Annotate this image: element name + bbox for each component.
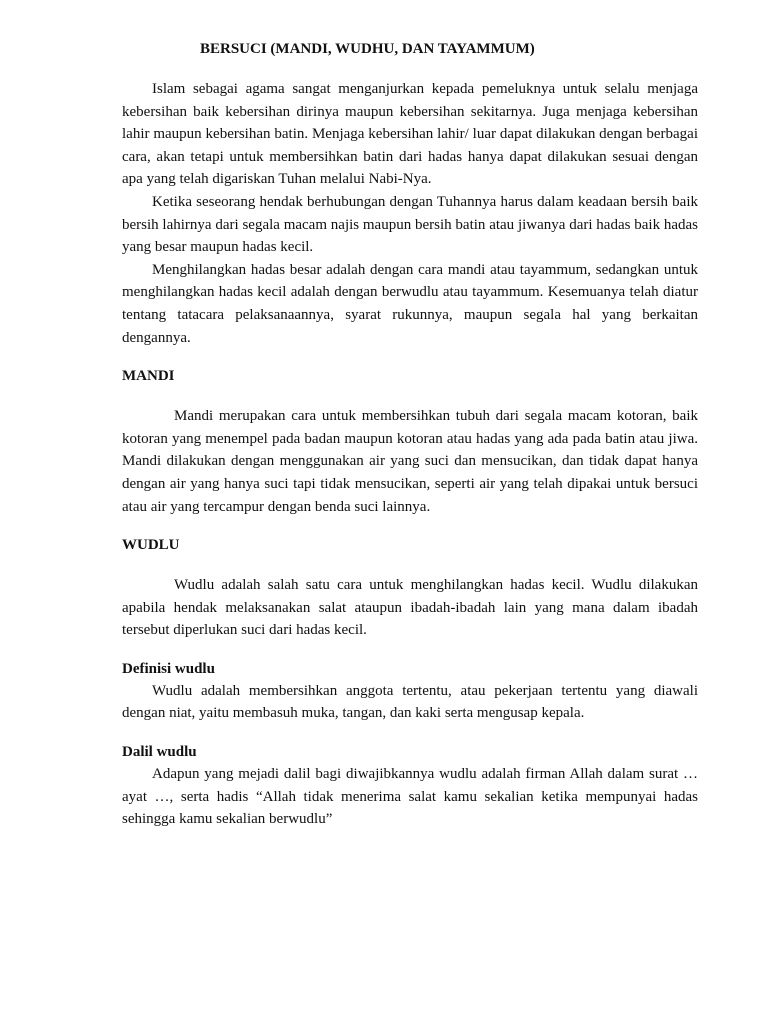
intro-paragraph-2: Ketika seseorang hendak berhubungan dengan Tuhannya harus dalam keadaan bersih baik bersih lahirnya dari segala macam najis maupun bersih batin atau jiwanya dari hadas baik hadas yang besar maupun hadas kecil. [122, 193, 698, 256]
wudlu-paragraph: Wudlu adalah salah satu cara untuk menghilangkan hadas kecil. Wudlu dilakukan apabila hendak melaksanakan salat ataupun ibadah-ibadah lain yang mana dalam ibadah tersebut diperlukan suci dari hadas kecil. [122, 577, 698, 639]
mandi-paragraph: Mandi merupakan cara untuk membersihkan tubuh dari segala macam kotoran, baik kotoran yang menempel pada badan maupun kotoran atau hadas yang ada pada batin atau jiwa. Mandi dilakukan dengan menggunakan air yang suci dan mensucikan, dan tidak dapat hanya dengan air yang hanya suci tapi tidak mensucikan, seperti air yang telah dipakai untuk bersuci atau air yang tercampur dengan benda suci lainnya. [122, 408, 698, 515]
spacer [122, 387, 698, 405]
document-page [122, 38, 698, 831]
definisi-paragraph: Wudlu adalah membersihkan anggota tertentu, atau pekerjaan tertentu yang diawali dengan niat, yaitu membasuh muka, tangan, dan kaki serta mengusap kepala. [122, 682, 698, 722]
section-heading-mandi: MANDI [122, 368, 175, 385]
section-heading-wudlu: WUDLU [122, 537, 180, 554]
spacer [122, 518, 698, 534]
intro-paragraph-1: Islam sebagai agama sangat menganjurkan kepada pemeluknya untuk selalu menjaga kebersihan baik kebersihan dirinya maupun kebersihan sekitarnya. Juga menjaga kebersihan lahir maupun kebersihan batin. Menjaga kebersihan lahir/ luar dapat dilakukan dengan berbagai cara, akan tetapi untuk membersihkan batin dari hadas hanya dapat dilakukan sesuai dengan apa yang telah digariskan Tuhan melalui Nabi-Nya. [122, 81, 698, 188]
intro-paragraph-3: Menghilangkan hadas besar adalah dengan cara mandi atau tayammum, sedangkan untuk menghilangkan hadas kecil adalah dengan berwudlu atau tayammum. Kesemuanya telah diatur tentang tatacara pelaksanaannya, syarat rukunnya, maupun segala hal yang berkaitan dengannya. [122, 261, 698, 346]
document-title: BERSUCI (MANDI, WUDHU, DAN TAYAMMUM) [200, 41, 535, 57]
spacer [122, 349, 698, 365]
spacer [122, 556, 698, 574]
dalil-paragraph: Adapun yang mejadi dalil bagi diwajibkannya wudlu adalah firman Allah dalam surat … ayat …, serta hadis “Allah tidak menerima salat kamu sekalian ketika mempunyai hadas sehingga kamu sekalian berwudlu” [122, 766, 698, 828]
spacer [122, 642, 698, 658]
subheading-definisi-wudlu: Definisi wudlu [122, 660, 215, 677]
spacer [122, 725, 698, 741]
subheading-dalil-wudlu: Dalil wudlu [122, 744, 197, 761]
